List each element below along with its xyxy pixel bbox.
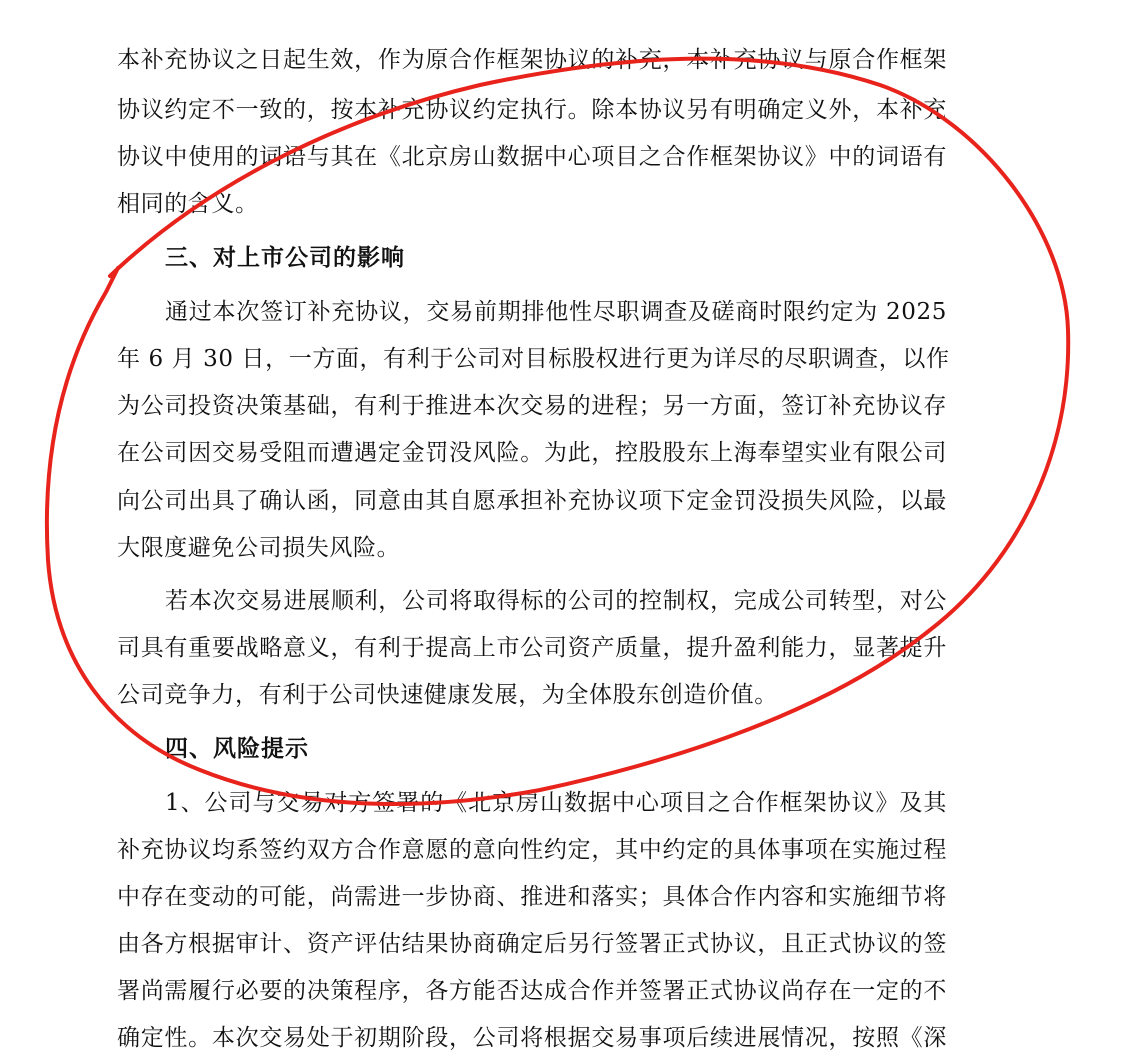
body-line: 司具有重要战略意义，有利于提高上市公司资产质量，提升盈利能力，显著提升 [117,635,947,661]
body-line: 大限度避免公司损失风险。 [117,535,401,561]
body-line: 署尚需履行必要的决策程序，各方能否达成合作并签署正式协议尚存在一定的不 [117,978,947,1004]
body-line: 在公司因交易受阻而遭遇定金罚没风险。为此，控股股东上海奉望实业有限公司 [117,440,947,466]
body-line: 由各方根据审计、资产评估结果协商确定后另行签署正式协议，且正式协议的签 [117,931,947,957]
body-line: 若本次交易进展顺利，公司将取得标的公司的控制权，完成公司转型，对公 [165,588,947,614]
body-line: 向公司出具了确认函，同意由其自愿承担补充协议项下定金罚没损失风险，以最 [117,488,947,514]
body-line: 相同的含义。 [117,191,259,217]
body-line: 通过本次签订补充协议，交易前期排他性尽职调查及磋商时限约定为 2025 [165,299,947,325]
body-line: 年 6 月 30 日，一方面，有利于公司对目标股权进行更为详尽的尽职调查，以作 [117,346,950,372]
body-line: 公司竞争力，有利于公司快速健康发展，为全体股东创造价值。 [117,682,778,708]
body-line: 协议约定不一致的，按本补充协议约定执行。除本协议另有明确定义外，本补充 [117,97,947,123]
body-line: 为公司投资决策基础，有利于推进本次交易的进程；另一方面，签订补充协议存 [117,393,947,419]
section-heading: 四、风险提示 [165,736,309,762]
body-line: 本补充协议之日起生效，作为原合作框架协议的补充，本补充协议与原合作框架 [117,47,947,73]
body-line: 协议中使用的词语与其在《北京房山数据中心项目之合作框架协议》中的词语有 [117,144,947,170]
body-line: 确定性。本次交易处于初期阶段，公司将根据交易事项后续进展情况，按照《深 [117,1025,947,1051]
body-line: 1、公司与交易对方签署的《北京房山数据中心项目之合作框架协议》及其 [165,790,947,816]
section-heading: 三、对上市公司的影响 [165,245,405,271]
body-line: 补充协议均系签约双方合作意愿的意向性约定，其中约定的具体事项在实施过程 [117,837,947,863]
body-line: 中存在变动的可能，尚需进一步协商、推进和落实；具体合作内容和实施细节将 [117,884,947,910]
